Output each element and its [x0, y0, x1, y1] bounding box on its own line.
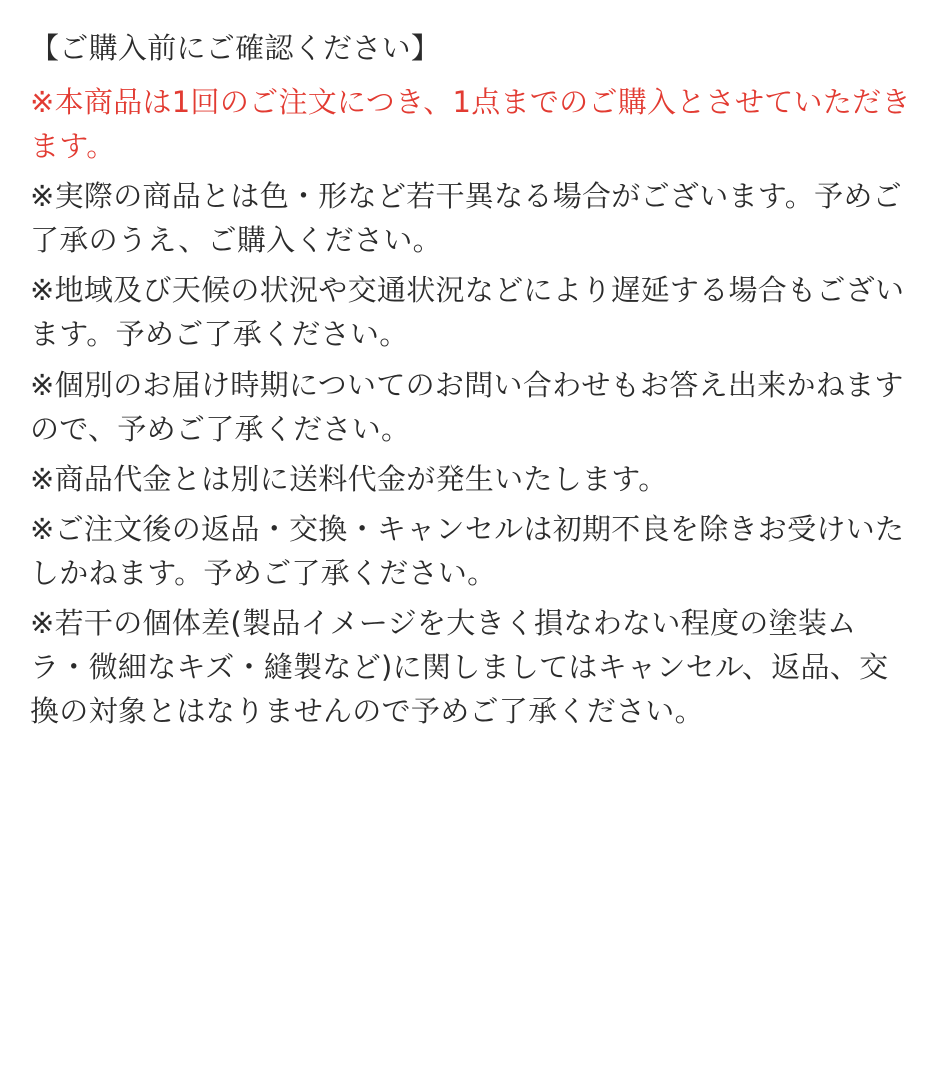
- notice-heading: 【ご購入前にご確認ください】: [30, 31, 441, 65]
- notice-line-color-shape: ※実際の商品とは色・形など若干異なる場合がございます。予めご了承のうえ、ご購入ください。: [30, 179, 902, 258]
- notice-line-return-cancel: ※ご注文後の返品・交換・キャンセルは初期不良を除きお受けいたしかねます。予めご了承ください。: [30, 511, 905, 590]
- notice-line-purchase-limit: ※本商品は1回のご注文につき、1点までのご購入とさせていただきます。: [30, 85, 911, 164]
- notice-line-delay: ※地域及び天候の状況や交通状況などにより遅延する場合もございます。予めご了承ください。: [30, 273, 905, 352]
- notice-line-delivery-inquiry: ※個別のお届け時期についてのお問い合わせもお答え出来かねますので、予めご了承ください。: [30, 367, 904, 446]
- notice-line-individual-difference: ※若干の個体差(製品イメージを大きく損なわない程度の塗装ムラ・微細なキズ・縫製など)に関しましてはキャンセル、返品、交換の対象とはなりませんので予めご了承ください。: [30, 605, 889, 729]
- notice-line-shipping-fee: ※商品代金とは別に送料代金が発生いたします。: [30, 461, 668, 496]
